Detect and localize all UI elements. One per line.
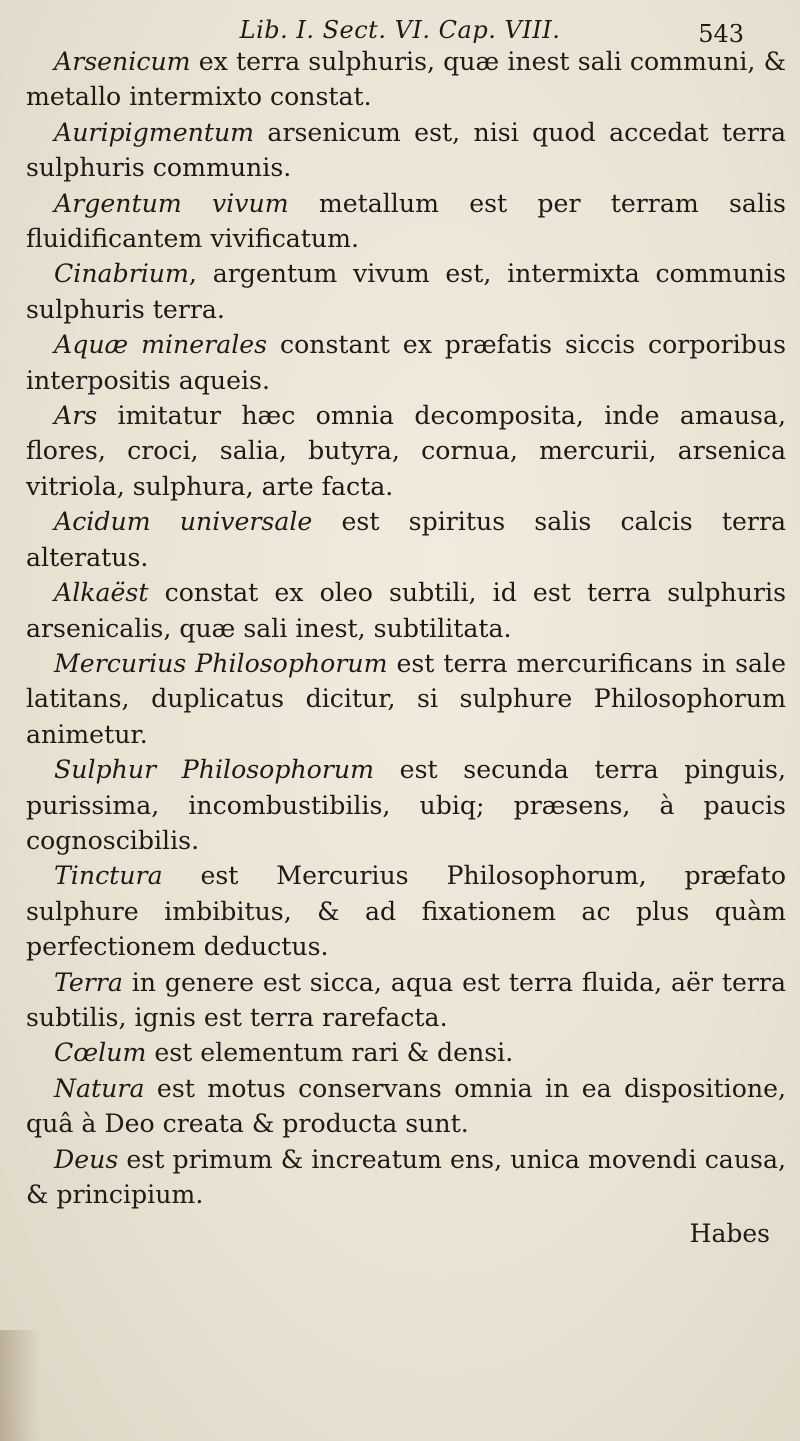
entry-term: Tinctura [54,861,163,891]
entry-acidum-universale [26,504,786,575]
entry-ars [26,398,786,504]
entry-text: ex terra sulphuris, quæ inest sali communi, & metallo intermixto constat. [26,47,786,112]
page-number: 543 [698,20,744,48]
page-edge-shadow [0,1330,40,1441]
entry-term: Argentum vivum [54,188,289,218]
entry-term: Mercurius Philosophorum [54,648,388,678]
entry-term: Aquæ minerales [54,330,268,360]
entry-text: est Mercurius Philosophorum, præfato sulphure imbibitus, & ad fixationem ac plus quàm perfectionem deductus. [26,861,786,962]
entry-term: Arsenicum [54,47,191,76]
entry-text: , argentum vivum est, intermixta communis sulphuris terra. [26,259,786,324]
entry-arsenicum [26,44,786,115]
entry-term: Cœlum [54,1038,147,1068]
entry-term: Sulphur Philosophorum [54,755,374,785]
entry-text: est primum & increatum ens, unica movendi causa, & principium. [26,1144,786,1209]
entry-term: Acidum universale [54,507,313,537]
entry-text: constant ex præfatis siccis corporibus interpositis aqueis. [26,330,787,395]
entry-deus [26,1142,786,1213]
entry-argentum-vivum [26,186,786,257]
entry-aquae-minerales [26,327,786,398]
entry-text: est terra mercurificans in sale latitans, duplicatus dicitur, si sulphure Philosophorum animetur. [26,648,786,749]
entry-cinabrium [26,256,786,327]
entry-auripigmentum [26,115,786,186]
entry-term: Cinabrium [54,259,189,289]
entry-term: Ars [54,401,98,431]
entry-sulphur-philosophorum [26,752,786,858]
entry-text: constat ex oleo subtili, id est terra sulphuris arsenicalis, quæ sali inest, subtilitata. [26,578,786,643]
entry-text: arsenicum est, nisi quod accedat terra sulphuris communis. [26,117,786,183]
entry-alkaest [26,575,786,646]
entry-text: est secunda terra pinguis, purissima, incombustibilis, ubiq; præsens, à paucis cognoscibilis. [26,755,786,855]
entry-term: Alkaëst [54,578,149,608]
entry-term: Auripigmentum [54,117,255,147]
catchword: Habes [689,1219,770,1248]
body-text [26,44,786,1212]
entry-term: Deus [54,1144,119,1174]
entry-text: est spiritus salis calcis terra alteratus. [26,507,787,572]
entry-term: Natura [54,1073,145,1103]
entry-text: metallum est per terram salis fluidificantem vivificatum. [26,188,786,254]
entry-tinctura [26,858,786,964]
entry-text: est motus conservans omnia in ea dispositione, quâ à Deo creata & producta sunt. [26,1073,786,1139]
entry-text: imitatur hæc omnia decomposita, inde amausa, flores, croci, salia, butyra, cornua, mercurii, arsenica vitriola, sulphura, arte facta. [26,401,786,501]
entry-text: in genere est sicca, aqua est terra fluida, aër terra subtilis, ignis est terra rarefacta. [26,967,786,1032]
entry-natura [26,1071,786,1142]
entry-mercurius-philosophorum [26,646,786,752]
entry-coelum [26,1035,786,1070]
entry-term: Terra [54,967,123,997]
running-head: Lib. I. Sect. VI. Cap. VIII. [239,16,561,44]
entry-terra [26,965,786,1036]
entry-text: est elementum rari & densi. [146,1038,514,1068]
